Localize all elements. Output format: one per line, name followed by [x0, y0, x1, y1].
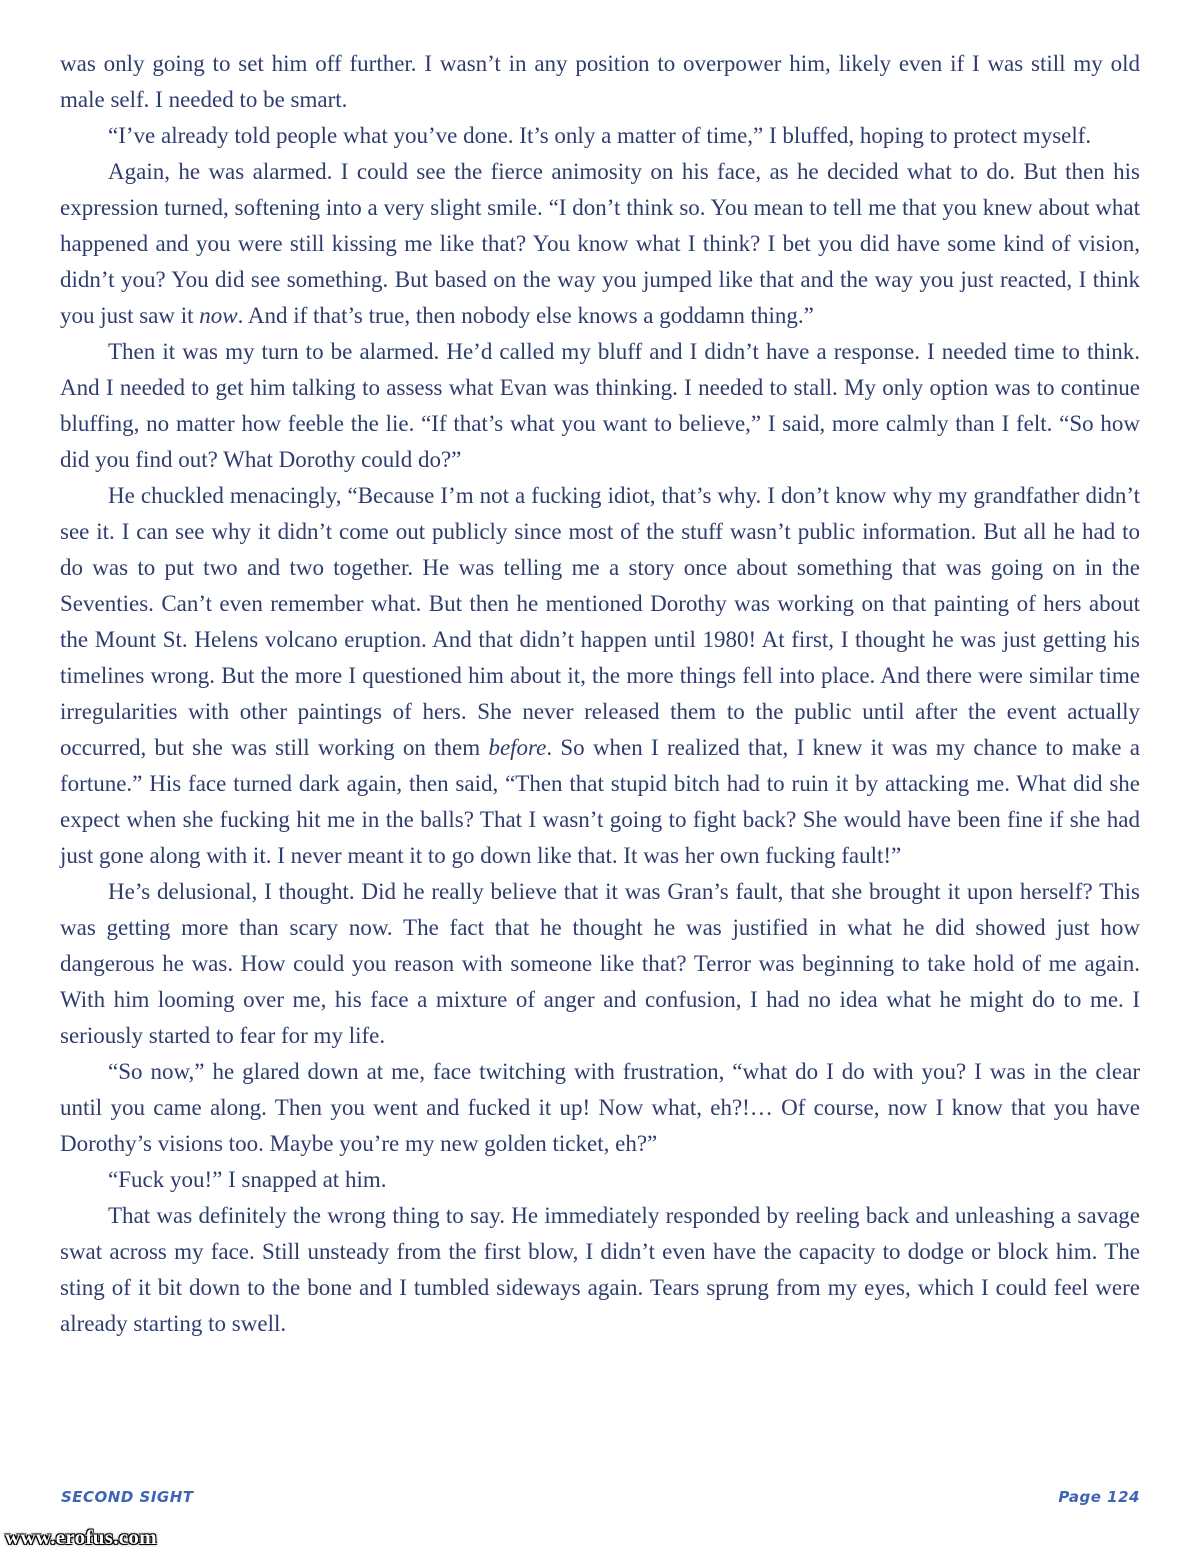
- paragraph-3: [60, 154, 1140, 334]
- paragraph-8: “Fuck you!” I snapped at him.: [108, 1167, 387, 1192]
- footer-page-number: Page 124: [1058, 1488, 1140, 1506]
- paragraph-3-emphasis: now: [199, 303, 238, 328]
- paragraph-5-text-b: . So when I realized that, I knew it was my chance to make a fortune.” His face turned dark again, then said, “Then that stupid bitch had to ruin it by attacking me. What did she expect when she fucking hit me in the balls? That I wasn’t going to fight back? She would have been fine if she had just gone along with it. I never meant it to go down like that. It was her own fucking fault!”: [60, 735, 1140, 868]
- story-text: [60, 46, 1140, 1342]
- paragraph-6: He’s delusional, I thought. Did he really believe that it was Gran’s fault, that she brought it upon herself? This was getting more than scary now. The fact that he thought he was justified in what he did showed just how dangerous he was. How could you reason with someone like that? Terror was beginning to take hold of me again. With him looming over me, his face a mixture of anger and confusion, I had no idea what he might do to me. I seriously started to fear for my life.: [60, 879, 1140, 1048]
- watermark-text: www.erofus.com: [5, 1525, 157, 1549]
- paragraph-1: was only going to set him off further. I wasn’t in any position to overpower him, likely even if I was still my old male self. I needed to be smart.: [60, 51, 1140, 112]
- paragraph-5: [60, 478, 1140, 874]
- paragraph-7: “So now,” he glared down at me, face twitching with frustration, “what do I do with you? I was in the clear until you came along. Then you went and fucked it up! Now what, eh?!… Of course, now I know that you have Dorothy’s visions too. Maybe you’re my new golden ticket, eh?”: [60, 1059, 1140, 1156]
- paragraph-3-text-b: . And if that’s true, then nobody else knows a goddamn thing.”: [237, 303, 814, 328]
- paragraph-4: Then it was my turn to be alarmed. He’d called my bluff and I didn’t have a response. I needed time to think. And I needed to get him talking to assess what Evan was thinking. I needed to stall. My only option was to continue bluffing, no matter how feeble the lie. “If that’s what you want to believe,” I said, more calmly than I felt. “So how did you find out? What Dorothy could do?”: [60, 339, 1140, 472]
- watermark-area: [0, 1526, 232, 1554]
- paragraph-5-text-a: He chuckled menacingly, “Because I’m not a fucking idiot, that’s why. I don’t know why my grandfather didn’t see it. I can see why it didn’t come out publicly since most of the stuff wasn’t public information. But all he had to do was to put two and two together. He was telling me a story once about something that was going on in the Seventies. Can’t even remember what. But then he mentioned Dorothy was working on that painting of hers about the Mount St. Helens volcano eruption. And that didn’t happen until 1980! At first, I thought he was just getting his timelines wrong. But the more I questioned him about it, the more things fell into place. And there were similar time irregularities with other paintings of hers. She never released them to the public until after the event actually occurred, but she was still working on them: [60, 483, 1140, 760]
- paragraph-3-text-a: Again, he was alarmed. I could see the fierce animosity on his face, as he decided what to do. But then his expression turned, softening into a very slight smile. “I don’t think so. You mean to tell me that you knew about what happened and you were still kissing me like that? You know what I think? I bet you did have some kind of vision, didn’t you? You did see something. But based on the way you jumped like that and the way you just reacted, I think you just saw it: [60, 159, 1140, 328]
- paragraph-2: “I’ve already told people what you’ve done. It’s only a matter of time,” I bluffed, hoping to protect myself.: [108, 123, 1092, 148]
- paragraph-5-emphasis: before: [488, 735, 547, 760]
- footer-book-title: SECOND SIGHT: [61, 1488, 194, 1506]
- paragraph-9: That was definitely the wrong thing to say. He immediately responded by reeling back and unleashing a savage swat across my face. Still unsteady from the first blow, I didn’t even have the capacity to dodge or block him. The sting of it bit down to the bone and I tumbled sideways again. Tears sprung from my eyes, which I could feel were already starting to swell.: [60, 1203, 1140, 1336]
